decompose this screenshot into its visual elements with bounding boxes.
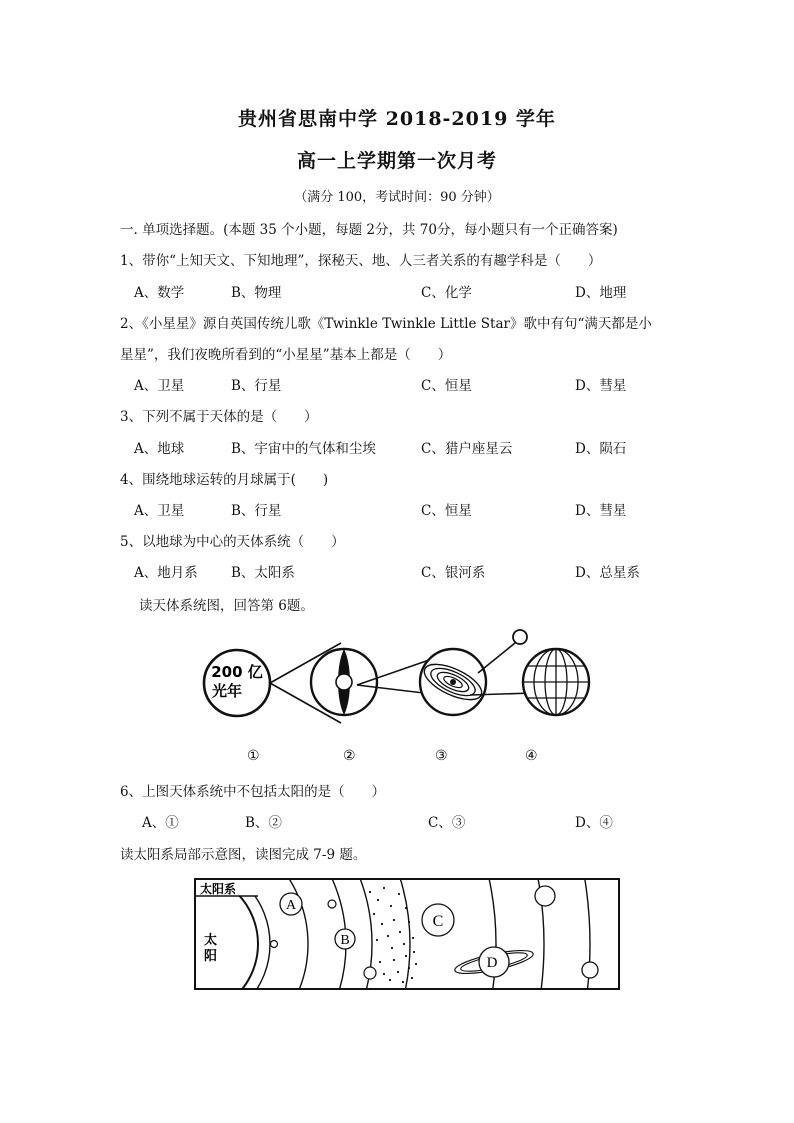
sun-label-char-1: 太	[204, 933, 218, 948]
universe-circle-label-line2: 光年	[211, 682, 243, 700]
universe-circle-label-line1: 200 亿	[211, 663, 263, 681]
figure-1-label-3: ③	[435, 748, 448, 764]
question-6-option-c: C、③	[428, 815, 466, 831]
planet-a-label: A	[285, 898, 297, 913]
question-4-option-d: D、彗星	[575, 503, 627, 519]
question-6-option-d: D、④	[575, 815, 613, 831]
figure-2-intro: 读太阳系局部示意图，读图完成 7-9 题。	[120, 847, 367, 863]
question-5-option-c: C、银河系	[421, 565, 486, 581]
figure-1-intro: 读天体系统图，回答第 6题。	[139, 598, 314, 614]
question-1-option-b: B、物理	[231, 285, 282, 301]
question-3-option-b: B、宇宙中的气体和尘埃	[231, 441, 376, 457]
figure-1-label-4: ④	[525, 748, 538, 764]
question-2-option-b: B、行星	[231, 378, 282, 394]
small-body-circle	[513, 630, 527, 644]
question-2-stem-line2: 星星”，我们夜晚所看到的“小星星”基本上都是（ ）	[120, 347, 452, 363]
solar-system-partial-diagram	[194, 878, 620, 990]
question-6-stem: 6、上图天体系统中不包括太阳的是（ ）	[120, 784, 386, 800]
figure-1-label-1: ①	[247, 748, 260, 764]
exam-title: 贵州省思南中学 2018-2019 学年	[238, 108, 556, 130]
sun-label-char-2: 阳	[204, 949, 218, 964]
section-header: 一. 单项选择题。(本题 35 个小题，每题 2分，共 70分，每小题只有一个正确答案)	[120, 222, 618, 238]
planet-b-label: B	[340, 933, 350, 948]
question-4-stem: 4、围绕地球运转的月球属于( )	[120, 472, 329, 488]
question-2-stem-line1: 2、《小星星》源自英国传统儿歌《Twinkle Twinkle Little Star》歌中有句“满天都是小	[120, 316, 652, 332]
question-2-option-d: D、彗星	[575, 378, 627, 394]
question-2-option-a: A、卫星	[134, 378, 185, 394]
question-3-option-d: D、陨石	[575, 441, 627, 457]
question-3-option-a: A、地球	[134, 441, 185, 457]
planet-c-label: C	[432, 913, 444, 930]
question-1-option-d: D、地理	[575, 285, 627, 301]
celestial-system-diagram	[195, 625, 605, 725]
question-6-option-b: B、②	[245, 815, 282, 831]
question-5-option-b: B、太阳系	[231, 565, 295, 581]
solar-system-box-label: 太阳系	[200, 882, 237, 896]
question-1-option-c: C、化学	[421, 285, 472, 301]
exam-info: （满分 100，考试时间：90 分钟）	[294, 190, 500, 205]
question-2-option-c: C、恒星	[421, 378, 472, 394]
planet-d-label: D	[486, 955, 498, 971]
question-4-option-a: A、卫星	[134, 503, 185, 519]
question-5-option-d: D、总星系	[575, 565, 640, 581]
question-1-stem: 1、带你“上知天文、下知地理”，探秘天、地、人三者关系的有趣学科是（ ）	[120, 253, 602, 269]
question-3-stem: 3、下列不属于天体的是（ ）	[120, 409, 318, 425]
question-5-stem: 5、以地球为中心的天体系统（ ）	[120, 534, 345, 550]
question-4-option-b: B、行星	[231, 503, 282, 519]
question-5-option-a: A、地月系	[134, 565, 198, 581]
question-6-option-a: A、①	[142, 815, 179, 831]
question-1-option-a: A、数学	[134, 285, 185, 301]
exam-subtitle: 高一上学期第一次月考	[296, 150, 497, 172]
figure-1-label-2: ②	[343, 748, 356, 764]
question-3-option-c: C、猎户座星云	[421, 441, 513, 457]
question-4-option-c: C、恒星	[421, 503, 472, 519]
